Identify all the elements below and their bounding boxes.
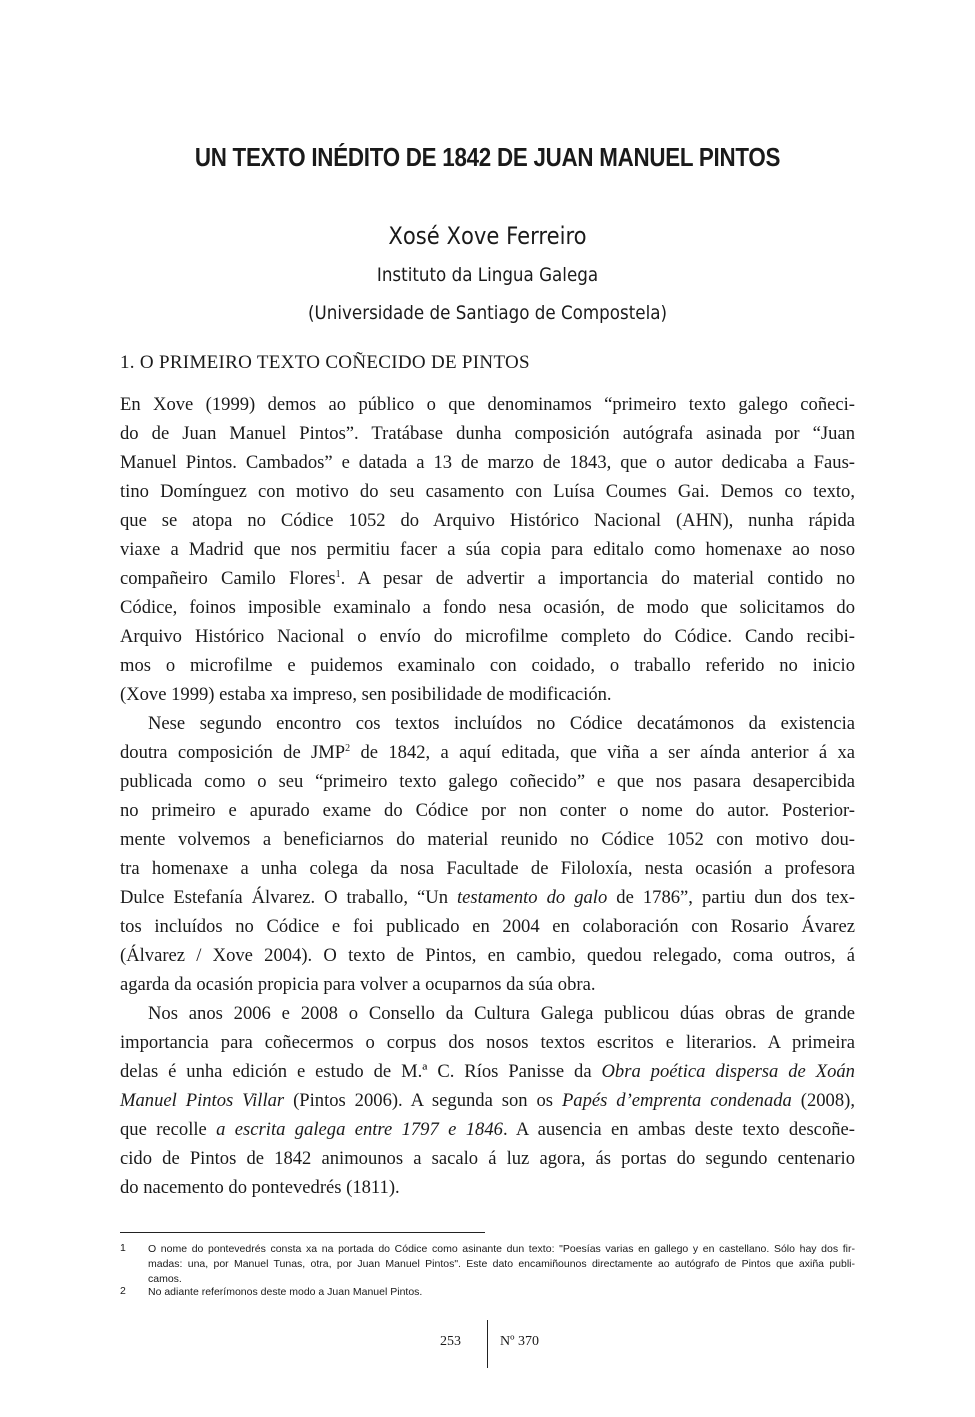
text-line	[120, 564, 855, 593]
text-line: tos incluídos no Códice e foi publicado en 2004 en colaboración con Rosario Ávarez	[120, 916, 855, 937]
footer-divider	[487, 1320, 488, 1368]
footnote-1	[120, 1242, 855, 1287]
text-line: do de Juan Manuel Pintos”. Tratábase dunha composición autógrafa asinada por “Juan	[120, 423, 855, 444]
text-line: publicada como o seu “primeiro texto galego coñecido” e que nos pasara desapercibida	[120, 771, 855, 792]
text-span: Dulce Estefanía Álvarez. O traballo, “Un	[120, 887, 458, 908]
text-line: no primeiro e apurado exame do Códice por non conter o nome do autor. Posterior-	[120, 800, 855, 821]
text-line	[120, 738, 855, 767]
text-line: Arquivo Histórico Nacional o envío do microfilme completo do Códice. Cando recibi-	[120, 626, 855, 647]
footnote-reference: 2	[345, 742, 351, 754]
italic-text: Manuel Pintos Villar	[120, 1090, 285, 1111]
section-heading: 1. O PRIMEIRO TEXTO COÑECIDO DE PINTOS	[120, 352, 530, 373]
text-line: tino Domínguez con motivo do seu casamento con Luísa Coumes Gai. Demos co texto,	[120, 481, 855, 502]
text-span: . A pesar de advertir a importancia do material contido no	[340, 568, 855, 589]
italic-text: Obra poética dispersa de Xoán	[601, 1061, 855, 1082]
text-span: de 1842, a aquí editada, que viña a ser aínda anterior á xa	[350, 742, 855, 763]
text-line	[120, 1086, 855, 1115]
author-name: Xosé Xove Ferreiro	[388, 222, 587, 250]
text-line: cido de Pintos de 1842 animounos a sacalo á luz agora, ás portas do segundo centenario	[120, 1148, 855, 1169]
text-line: tra homenaxe a unha colega da nosa Facultade de Filoloxía, nesta ocasión a profesora	[120, 858, 855, 879]
italic-text: a escrita galega entre 1797 e 1846	[216, 1119, 503, 1140]
footnote-number: 1	[120, 1242, 126, 1254]
text-line: En Xove (1999) demos ao público o que denominamos “primeiro texto galego coñeci-	[120, 394, 855, 415]
text-line: Nos anos 2006 e 2008 o Consello da Cultura Galega publicou dúas obras de grande	[148, 1003, 855, 1024]
text-span: doutra composición de JMP	[120, 742, 346, 763]
text-line: mos o microfilme e puidemos examinalo con coidado, o traballo referido no inicio	[120, 655, 855, 676]
paragraph	[120, 390, 855, 709]
text-line	[120, 1115, 855, 1144]
italic-text: testamento do galo	[457, 887, 608, 908]
text-line	[120, 1057, 855, 1086]
text-span: que recolle	[120, 1119, 217, 1140]
text-line: (Xove 1999) estaba xa impreso, sen posibilidade de modificación.	[120, 684, 612, 705]
footnote-2	[120, 1285, 855, 1300]
text-line: que se atopa no Códice 1052 do Arquivo Histórico Nacional (AHN), nunha rápida	[120, 510, 855, 531]
text-line: Códice, foinos imposible examinalo a fondo nesa ocasión, de modo que solicitamos do	[120, 597, 855, 618]
text-line: Manuel Pintos. Cambados” e datada a 13 de marzo de 1843, que o autor dedicaba a Faus-	[120, 452, 855, 473]
footnote-reference: 1	[335, 568, 341, 580]
footnote-rule	[120, 1232, 485, 1233]
text-line: agarda da ocasión propicia para volver a ocuparnos da súa obra.	[120, 974, 596, 995]
body-text	[120, 390, 855, 1202]
text-span: de 1786”, partiu dun dos tex-	[607, 887, 856, 908]
article-title: UN TEXTO INÉDITO DE 1842 DE JUAN MANUEL PINTOS	[194, 142, 781, 172]
paragraph	[120, 999, 855, 1202]
page-footer	[0, 1320, 975, 1370]
footnote-line: madas: una, por Manuel Tunas, otra, por Juan Manuel Pintos". Este dato encamiñounos directamente ao autógrafo de Pintos que axiña publi-	[148, 1258, 855, 1270]
text-line: importancia para coñecermos o corpus dos nosos textos escritos e literarios. A primeira	[120, 1032, 855, 1053]
text-line: do nacemento do pontevedrés (1811).	[120, 1177, 400, 1198]
text-span: delas é unha edición e estudo de M.ª C. Ríos Panisse da	[120, 1061, 602, 1082]
affiliation-university: (Universidade de Santiago de Compostela)	[308, 302, 667, 324]
page-number: 253	[440, 1334, 461, 1349]
footnote-line: camos.	[148, 1273, 182, 1285]
text-span: compañeiro Camilo Flores	[120, 568, 336, 589]
text-line: viaxe a Madrid que nos permitiu facer a súa copia para editalo como homenaxe ao noso	[120, 539, 855, 560]
footnote-line: No adiante referímonos deste modo a Juan Manuel Pintos.	[148, 1286, 423, 1298]
text-span: (Pintos 2006). A segunda son os	[284, 1090, 562, 1111]
footnote-number: 2	[120, 1285, 126, 1297]
text-line: (Álvarez / Xove 2004). O texto de Pintos, en cambio, quedou relegado, coma outros, á	[120, 945, 855, 966]
text-line: Nese segundo encontro cos textos incluídos no Códice decatámonos da existencia	[148, 713, 855, 734]
text-line: mente volvemos a beneficiarnos do material reunido no Códice 1052 con motivo dou-	[120, 829, 855, 850]
text-span: (2008),	[791, 1090, 855, 1111]
footnote-line: O nome do pontevedrés consta xa na portada do Códice como asinante dun texto: "Poesías varias en gallego y en castellano. Sólo hay dos fir-	[148, 1243, 855, 1255]
text-span: . A ausencia en ambas deste texto descoñe-	[502, 1119, 855, 1140]
affiliation-institute: Instituto da Lingua Galega	[376, 264, 599, 286]
issue-number: Nº 370	[500, 1334, 539, 1349]
text-line	[120, 883, 855, 912]
paragraph	[120, 709, 855, 999]
italic-text: Papés d’emprenta condenada	[561, 1090, 792, 1111]
